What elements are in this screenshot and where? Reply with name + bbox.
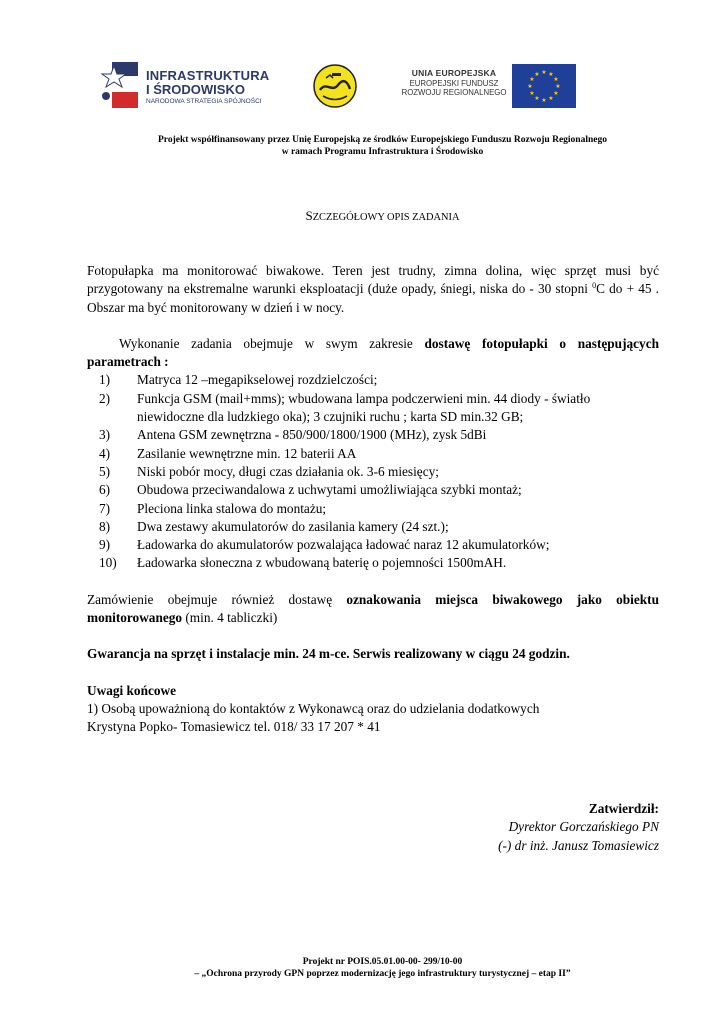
svg-text:★: ★ bbox=[527, 83, 533, 90]
footer-line1: Projekt nr POIS.05.01.00-00- 299/10-00 bbox=[302, 957, 463, 967]
order-bold: oznakowania miejsca biwakowego jako obiektu monitorowanego bbox=[87, 591, 659, 626]
svg-text:★: ★ bbox=[534, 95, 540, 102]
list-item bbox=[87, 445, 659, 463]
svg-text:★: ★ bbox=[555, 83, 561, 90]
list-item bbox=[87, 536, 659, 554]
intro-superscript: 0 bbox=[592, 281, 597, 291]
list-item bbox=[87, 426, 659, 444]
remarks-line1: 1) Osobą upoważnioną do kontaktów z Wykonawcą oraz do udzielania dodatkowych bbox=[87, 700, 540, 716]
list-item-text: Ładowarka słoneczna z wbudowaną baterię o pojemności 1500mAH. bbox=[137, 555, 507, 571]
remarks-line2: Krystyna Popko- Tomasiewicz tel. 018/ 33 17 207 * 41 bbox=[87, 719, 381, 735]
scope-paragraph bbox=[87, 335, 659, 372]
list-item bbox=[87, 518, 659, 536]
svg-text:★: ★ bbox=[553, 90, 559, 97]
footer-line2: – „Ochrona przyrody GPN poprzez modernizację jego infrastruktury turystycznej – etap II” bbox=[194, 969, 571, 979]
svg-text:★: ★ bbox=[548, 95, 554, 102]
guarantee-text: Gwarancja na sprzęt i instalacje min. 24 m-ce. Serwis realizowany w ciągu 24 godzin. bbox=[87, 646, 570, 662]
list-item-number: 8) bbox=[99, 518, 111, 534]
infrastruktura-srodowisko-logo bbox=[100, 58, 270, 114]
gpn-park-logo bbox=[312, 63, 358, 109]
order-lead: Zamówienie obejmuje również dostawę bbox=[87, 591, 347, 607]
list-item-text: Ładowarka do akumulatorów pozwalająca ładować naraz 12 akumulatorków; bbox=[137, 537, 550, 553]
remarks-heading-text: Uwagi końcowe bbox=[87, 682, 177, 698]
intro-text-b: C do + 45 . Obszar ma być monitorowany w dzień i w nocy. bbox=[87, 281, 659, 315]
svg-text:★: ★ bbox=[541, 69, 547, 76]
signature-role: Dyrektor Gorczańskiego PN bbox=[508, 819, 659, 835]
parameter-list bbox=[87, 371, 659, 572]
cofinancing-line1: Projekt współfinansowany przez Unię Europejską ze środków Europejskiego Funduszu Rozwoju Regionalnego bbox=[157, 135, 607, 145]
list-item-number: 10) bbox=[99, 555, 117, 571]
list-item bbox=[87, 371, 659, 389]
logo-bar bbox=[0, 58, 725, 114]
title-rest: ZCZEGÓŁOWY OPIS ZADANIA bbox=[312, 212, 460, 223]
svg-text:★: ★ bbox=[548, 71, 554, 78]
list-item-number: 5) bbox=[99, 463, 111, 479]
list-item-text: Funkcja GSM (mail+mms); wbudowana lampa podczerwieni min. 44 diody - światło niewidoczne dla ludzkiego oka); 3 czujniki ruchu ; karta SD min.32 GB; bbox=[137, 390, 591, 425]
page-footer bbox=[60, 956, 705, 980]
list-item-number: 9) bbox=[99, 537, 111, 553]
signature-name: (-) dr inż. Janusz Tomasiewicz bbox=[498, 837, 659, 853]
list-item-number: 2) bbox=[99, 390, 111, 406]
list-item-text: Dwa zestawy akumulatorów do zasilania kamery (24 szt.); bbox=[137, 518, 449, 534]
list-item-number: 6) bbox=[99, 482, 111, 498]
eu-flag-icon bbox=[512, 64, 576, 108]
list-item bbox=[87, 554, 659, 572]
list-item bbox=[87, 463, 659, 481]
svg-text:★: ★ bbox=[541, 97, 547, 104]
list-item-number: 3) bbox=[99, 427, 111, 443]
document-title bbox=[60, 208, 705, 226]
list-item-text: Antena GSM zewnętrzna - 850/900/1800/1900 (MHz), zysk 5dBi bbox=[137, 427, 487, 443]
scope-lead: Wykonanie zadania obejmuje w swym zakresie bbox=[119, 335, 425, 351]
star-flag-icon bbox=[100, 60, 140, 110]
list-item bbox=[87, 481, 659, 499]
svg-text:★: ★ bbox=[529, 90, 535, 97]
scope-bold: dostawę fotopułapki o następujących parametrach : bbox=[87, 335, 659, 370]
title-initial: S bbox=[305, 208, 313, 223]
signature-block bbox=[359, 800, 659, 855]
logo-ue-line3: ROZWOJU REGIONALNEGO bbox=[401, 88, 507, 97]
logo-is-line1: INFRASTRUKTURA bbox=[146, 68, 270, 83]
order-paragraph bbox=[87, 591, 659, 628]
logo-is-line2: I ŚRODOWISKO bbox=[146, 82, 245, 97]
list-item-text: Obudowa przeciwandalowa z uchwytami umożliwiająca szybki montaż; bbox=[137, 482, 522, 498]
list-item-number: 4) bbox=[99, 445, 111, 461]
cofinancing-note bbox=[60, 134, 705, 158]
list-item-text: Pleciona linka stalowa do montażu; bbox=[137, 500, 327, 516]
list-item-number: 1) bbox=[99, 372, 111, 388]
list-item-number: 7) bbox=[99, 500, 111, 516]
svg-text:★: ★ bbox=[529, 76, 535, 83]
logo-ue-line2: EUROPEJSKI FUNDUSZ bbox=[409, 79, 499, 88]
order-tail: (min. 4 tabliczki) bbox=[182, 610, 278, 626]
eu-logo bbox=[400, 64, 585, 108]
remarks-heading bbox=[87, 682, 659, 700]
list-item-text: Niski pobór mocy, długi czas działania ok. 3-6 miesięcy; bbox=[137, 463, 439, 479]
list-item-text: Zasilanie wewnętrzne min. 12 baterii AA bbox=[137, 445, 357, 461]
document-body bbox=[87, 262, 659, 737]
cofinancing-line2: w ramach Programu Infrastruktura i Środowisko bbox=[281, 147, 484, 157]
list-item bbox=[87, 390, 659, 427]
list-item-text: Matryca 12 –megapikselowej rozdzielczości; bbox=[137, 372, 378, 388]
signature-approved: Zatwierdził: bbox=[588, 801, 659, 816]
intro-text-a: Fotopułapka ma monitorować biwakowe. Teren jest trudny, zimna dolina, więc sprzęt musi być przygotowany na ekstremalne warunki eksploatacji (duże opady, śniegi, niska do - 30 stopni bbox=[87, 263, 659, 297]
list-item bbox=[87, 500, 659, 518]
logo-is-line3: NARODOWA STRATEGIA SPÓJNOŚCI bbox=[146, 98, 262, 105]
intro-paragraph bbox=[87, 262, 659, 317]
svg-text:★: ★ bbox=[534, 71, 540, 78]
svg-text:★: ★ bbox=[553, 76, 559, 83]
logo-ue-line1: UNIA EUROPEJSKA bbox=[411, 68, 497, 78]
guarantee-paragraph bbox=[87, 645, 659, 663]
